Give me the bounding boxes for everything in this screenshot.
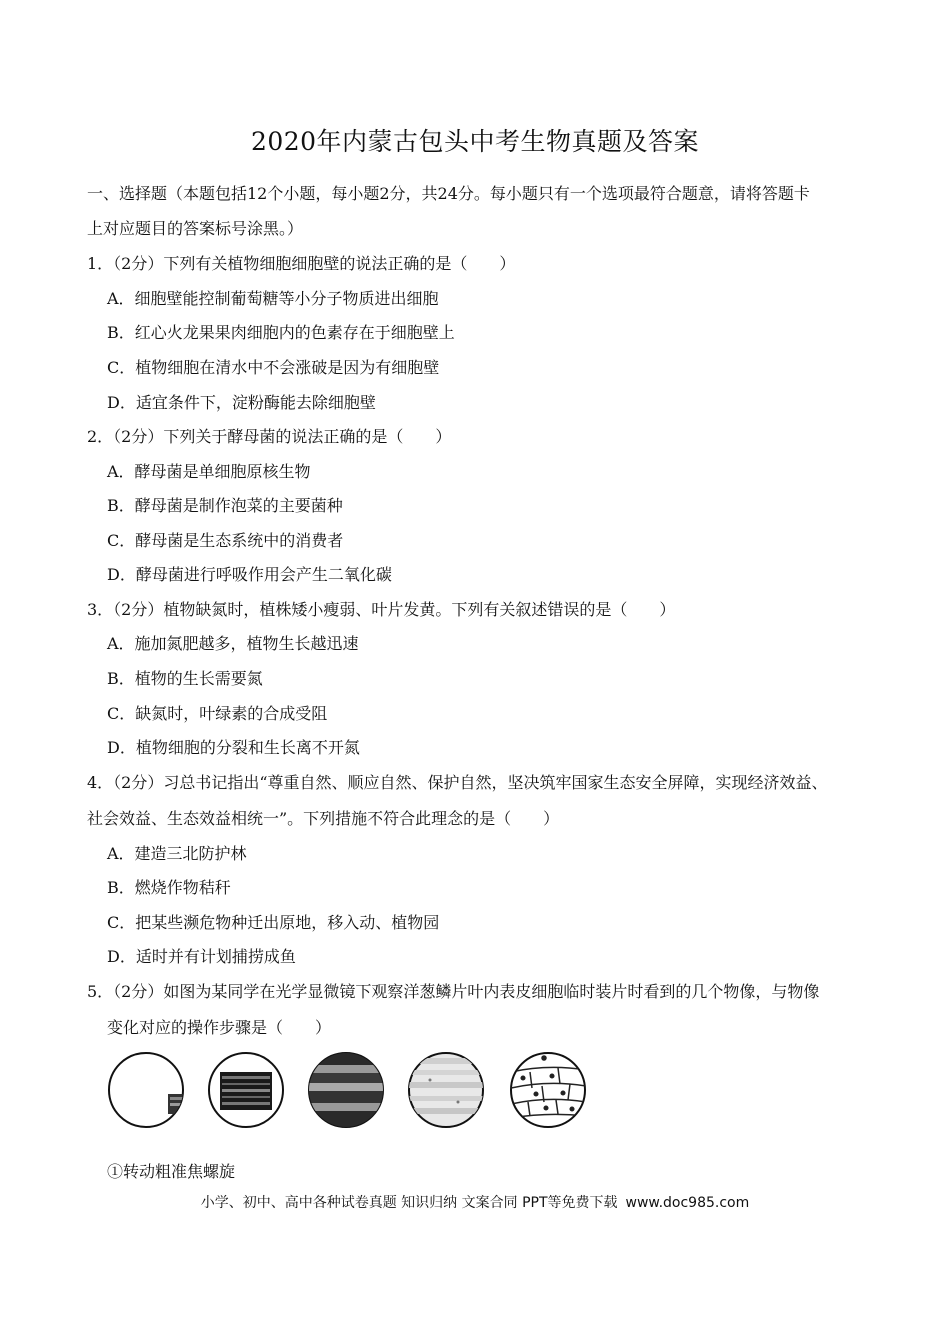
question-3-option-c: C．缺氮时，叶绿素的合成受阻: [107, 704, 328, 723]
question-3-option-a: A．施加氮肥越多，植物生长越迅速: [107, 634, 359, 653]
page-title: 2020年内蒙古包头中考生物真题及答案: [250, 127, 700, 156]
question-4-stem: 4．（2分）习总书记指出“尊重自然、顺应自然、保护自然，坚决筑牢国家生态安全屏障，实现经济效益、: [87, 773, 828, 792]
question-1-option-a: A．细胞壁能控制葡萄糖等小分子物质进出细胞: [107, 289, 439, 308]
question-2-option-c: C．酵母菌是生态系统中的消费者: [107, 531, 344, 550]
section-instructions-line-2: 上对应题目的答案标号涂黑。）: [87, 219, 304, 238]
microscope-view-3: [308, 1053, 388, 1127]
question-1-option-b: B．红心火龙果果肉细胞内的色素存在于细胞壁上: [107, 323, 455, 342]
question-5-step-1: ①转动粗准焦螺旋: [107, 1162, 236, 1181]
question-2-option-d: D．酵母菌进行呼吸作用会产生二氧化碳: [107, 565, 392, 584]
page-footer: [0, 1192, 950, 1212]
microscope-images-figure: [108, 1050, 508, 1130]
question-5-stem-continued: 变化对应的操作步骤是（ ）: [107, 1018, 332, 1037]
footer-link[interactable]: www.doc985.com: [625, 1195, 750, 1211]
question-4-stem-continued: 社会效益、生态效益相统一”。下列措施不符合此理念的是（ ）: [87, 809, 560, 828]
footer-text: 小学、初中、高中各种试卷真题 知识归纳 文案合同 PPT等免费下载: [200, 1195, 618, 1211]
question-3-option-d: D．植物细胞的分裂和生长离不开氮: [107, 738, 360, 757]
question-3-stem: 3．（2分）植物缺氮时，植株矮小瘦弱、叶片发黄。下列有关叙述错误的是（ ）: [87, 600, 676, 619]
question-4-option-c: C．把某些濒危物种迁出原地，移入动、植物园: [107, 913, 440, 932]
question-4-option-d: D．适时并有计划捕捞成鱼: [107, 947, 296, 966]
question-2-option-a: A．酵母菌是单细胞原核生物: [107, 462, 311, 481]
microscope-view-4: [408, 1053, 488, 1127]
question-1-option-d: D．适宜条件下，淀粉酶能去除细胞壁: [107, 393, 376, 412]
question-2-option-b: B．酵母菌是制作泡菜的主要菌种: [107, 496, 343, 515]
question-1-option-c: C．植物细胞在清水中不会涨破是因为有细胞壁: [107, 358, 440, 377]
microscope-view-1: [109, 1053, 188, 1127]
question-3-option-b: B．植物的生长需要氮: [107, 669, 263, 688]
question-4-option-a: A．建造三北防护林: [107, 844, 247, 863]
microscope-view-5: [508, 1050, 590, 1130]
question-1-stem: 1．（2分）下列有关植物细胞细胞壁的说法正确的是（ ）: [87, 254, 516, 273]
question-5-stem: 5．（2分）如图为某同学在光学显微镜下观察洋葱鳞片叶内表皮细胞临时装片时看到的几个物像，与物像: [87, 982, 820, 1001]
section-instructions-line-1: 一、选择题（本题包括12个小题，每小题2分，共24分。每小题只有一个选项最符合题意，请将答题卡: [87, 184, 810, 203]
question-4-option-b: B．燃烧作物秸秆: [107, 878, 231, 897]
microscope-view-2: [209, 1053, 283, 1127]
question-2-stem: 2．（2分）下列关于酵母菌的说法正确的是（ ）: [87, 427, 452, 446]
